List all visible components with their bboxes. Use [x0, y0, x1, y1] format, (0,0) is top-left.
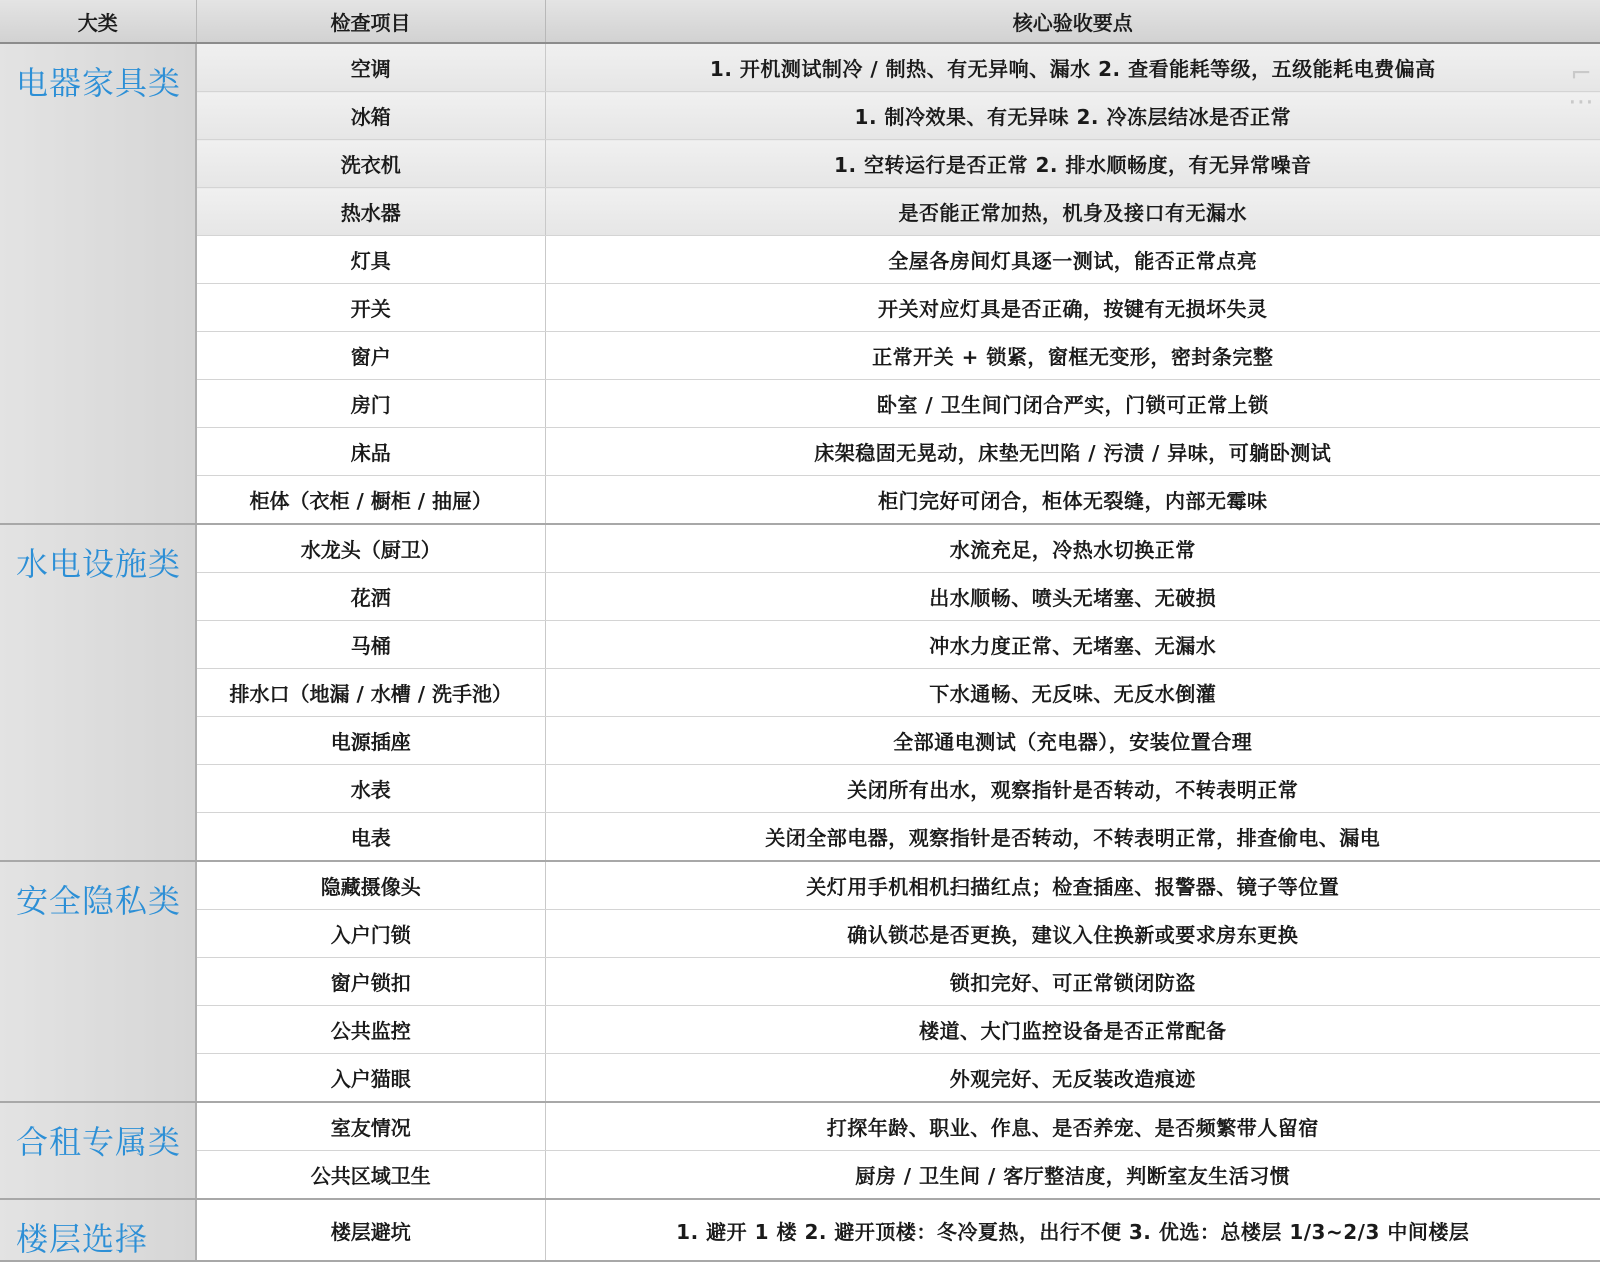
- item-cell: 水表: [196, 765, 545, 813]
- header-item: 检查项目: [196, 0, 545, 43]
- table-row: [0, 910, 1600, 958]
- item-cell: 室友情况: [196, 1102, 545, 1151]
- item-cell: 水龙头（厨卫）: [196, 524, 545, 573]
- item-cell: 入户门锁: [196, 910, 545, 958]
- item-cell: 柜体（衣柜 / 橱柜 / 抽屉）: [196, 476, 545, 525]
- table-row: [0, 92, 1600, 140]
- table-row: [0, 140, 1600, 188]
- category-label: 合租专属类: [16, 1123, 182, 1161]
- requirement-cell: 关闭所有出水，观察指针是否转动，不转表明正常: [545, 765, 1600, 813]
- item-cell: 窗户锁扣: [196, 958, 545, 1006]
- category-label: 水电设施类: [16, 545, 182, 583]
- requirement-cell: 出水顺畅、喷头无堵塞、无破损: [545, 573, 1600, 621]
- header-row: [0, 0, 1600, 43]
- category-label: 电器家具类: [16, 64, 182, 102]
- requirement-cell: 全部通电测试（充电器），安装位置合理: [545, 717, 1600, 765]
- item-cell: 房门: [196, 380, 545, 428]
- item-cell: 排水口（地漏 / 水槽 / 洗手池）: [196, 669, 545, 717]
- item-cell: 灯具: [196, 236, 545, 284]
- table-row: [0, 1151, 1600, 1200]
- item-cell: 床品: [196, 428, 545, 476]
- table-row: [0, 1006, 1600, 1054]
- requirement-cell: 锁扣完好、可正常锁闭防盗: [545, 958, 1600, 1006]
- item-cell: 入户猫眼: [196, 1054, 545, 1103]
- requirement-cell: 冲水力度正常、无堵塞、无漏水: [545, 621, 1600, 669]
- item-cell: 公共区域卫生: [196, 1151, 545, 1200]
- table-row: [0, 1054, 1600, 1103]
- table-row: [0, 380, 1600, 428]
- requirement-cell: 卧室 / 卫生间门闭合严实，门锁可正常上锁: [545, 380, 1600, 428]
- requirement-cell: 下水通畅、无反味、无反水倒灌: [545, 669, 1600, 717]
- table-row: [0, 476, 1600, 525]
- table-row: [0, 717, 1600, 765]
- category-label: 楼层选择: [16, 1220, 149, 1258]
- table-row: [0, 669, 1600, 717]
- item-cell: 马桶: [196, 621, 545, 669]
- requirement-cell: 全屋各房间灯具逐一测试，能否正常点亮: [545, 236, 1600, 284]
- item-cell: 电源插座: [196, 717, 545, 765]
- table-row: [0, 861, 1600, 910]
- table-row: [0, 43, 1600, 92]
- table-row: [0, 765, 1600, 813]
- item-cell: 窗户: [196, 332, 545, 380]
- item-cell: 隐藏摄像头: [196, 861, 545, 910]
- category-cell: [0, 524, 196, 861]
- table-row: [0, 332, 1600, 380]
- category-cell: [0, 43, 196, 524]
- requirement-cell: 确认锁芯是否更换，建议入住换新或要求房东更换: [545, 910, 1600, 958]
- requirement-cell: 是否能正常加热，机身及接口有无漏水: [545, 188, 1600, 236]
- requirement-cell: 厨房 / 卫生间 / 客厅整洁度，判断室友生活习惯: [545, 1151, 1600, 1200]
- category-label: 安全隐私类: [16, 882, 182, 920]
- table-row: [0, 188, 1600, 236]
- header-requirement: 核心验收要点: [545, 0, 1600, 43]
- item-cell: 洗衣机: [196, 140, 545, 188]
- table-row: [0, 428, 1600, 476]
- table-row: [0, 284, 1600, 332]
- requirement-cell: 床架稳固无晃动，床垫无凹陷 / 污渍 / 异味，可躺卧测试: [545, 428, 1600, 476]
- item-cell: 冰箱: [196, 92, 545, 140]
- requirement-cell: 1. 空转运行是否正常 2. 排水顺畅度，有无异常噪音: [545, 140, 1600, 188]
- requirement-cell: 水流充足，冷热水切换正常: [545, 524, 1600, 573]
- table-body: [0, 43, 1600, 1261]
- requirement-cell: 1. 制冷效果、有无异味 2. 冷冻层结冰是否正常: [545, 92, 1600, 140]
- item-cell: 空调: [196, 43, 545, 92]
- table-row: [0, 1102, 1600, 1151]
- table-row: [0, 524, 1600, 573]
- table-row: [0, 621, 1600, 669]
- requirement-cell: 柜门完好可闭合，柜体无裂缝，内部无霉味: [545, 476, 1600, 525]
- requirement-cell: 正常开关 + 锁紧，窗框无变形，密封条完整: [545, 332, 1600, 380]
- edge-fragment: ⌐ ⋯: [1568, 59, 1594, 117]
- requirement-cell: 楼道、大门监控设备是否正常配备: [545, 1006, 1600, 1054]
- item-cell: 开关: [196, 284, 545, 332]
- requirement-cell: 1. 避开 1 楼 2. 避开顶楼：冬冷夏热，出行不便 3. 优选：总楼层 1/3~2/3 中间楼层: [545, 1199, 1600, 1261]
- requirement-cell: 打探年龄、职业、作息、是否养宠、是否频繁带人留宿: [545, 1102, 1600, 1151]
- requirement-cell: 开关对应灯具是否正确，按键有无损坏失灵: [545, 284, 1600, 332]
- requirement-cell: 关灯用手机相机扫描红点；检查插座、报警器、镜子等位置: [545, 861, 1600, 910]
- item-cell: 公共监控: [196, 1006, 545, 1054]
- item-cell: 电表: [196, 813, 545, 862]
- category-cell: [0, 1102, 196, 1199]
- item-cell: 花洒: [196, 573, 545, 621]
- requirement-cell: 关闭全部电器，观察指针是否转动，不转表明正常，排查偷电、漏电: [545, 813, 1600, 862]
- requirement-cell: 1. 开机测试制冷 / 制热、有无异响、漏水 2. 查看能耗等级，五级能耗电费偏高: [545, 43, 1600, 92]
- table-row: [0, 958, 1600, 1006]
- item-cell: 热水器: [196, 188, 545, 236]
- table-row: [0, 573, 1600, 621]
- table-row: [0, 813, 1600, 862]
- header-category: 大类: [0, 0, 196, 43]
- category-cell: [0, 861, 196, 1102]
- requirement-cell: 外观完好、无反装改造痕迹: [545, 1054, 1600, 1103]
- item-cell: 楼层避坑: [196, 1199, 545, 1261]
- table-row: [0, 236, 1600, 284]
